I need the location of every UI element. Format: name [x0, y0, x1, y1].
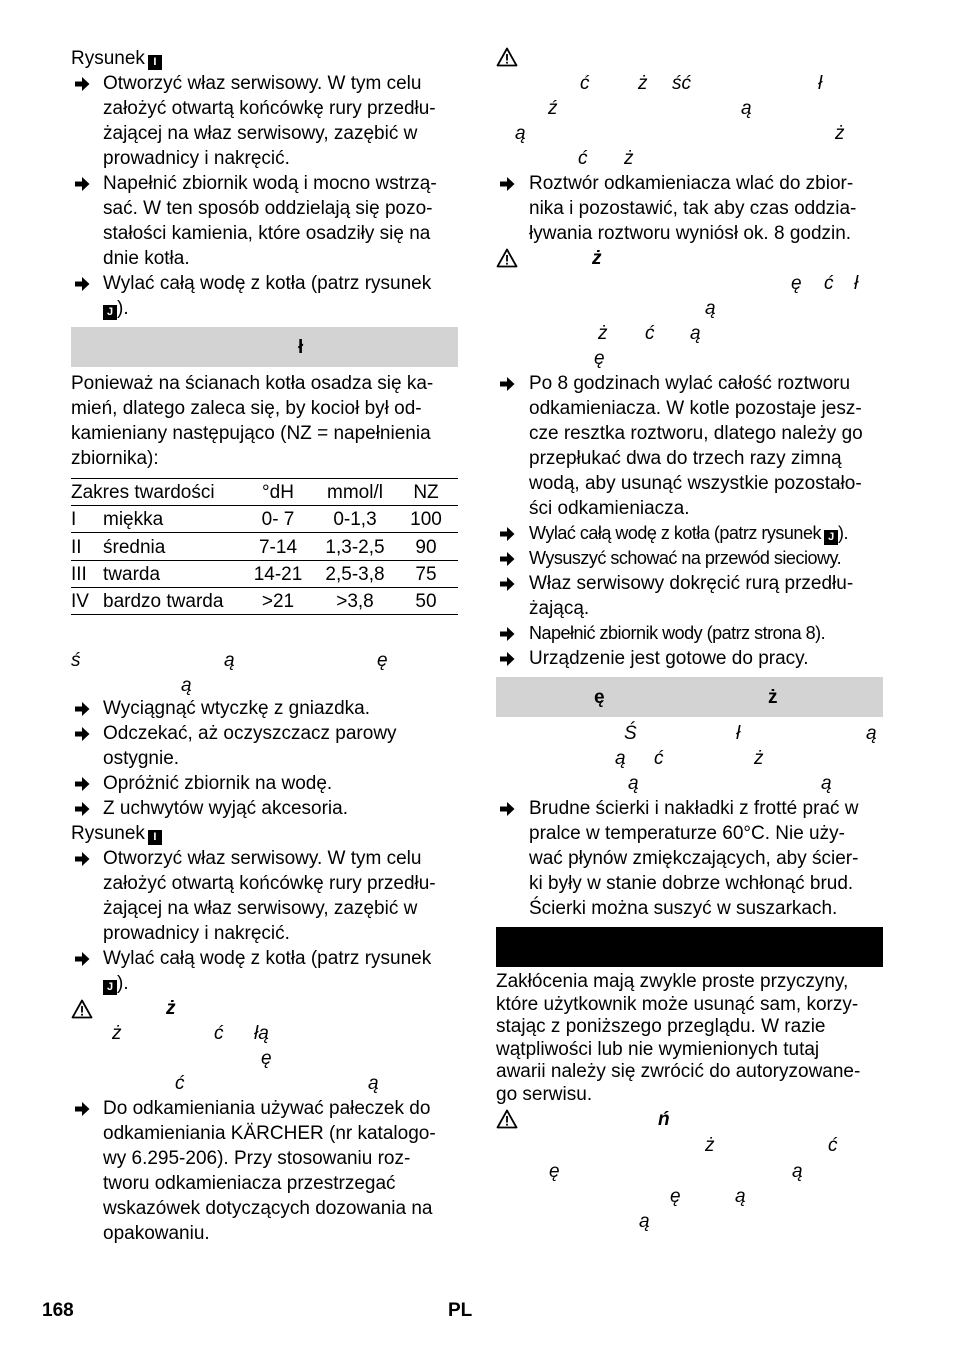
arrow-icon: [73, 725, 91, 743]
arrow-icon: [498, 650, 516, 668]
figure-box-j: J: [103, 305, 117, 320]
step-fill-tank: Napełnić zbiornik wody (patrz strona 8).: [529, 623, 826, 643]
table-header-dh: °dH: [262, 482, 294, 503]
figure-box-i: I: [148, 55, 162, 70]
arrow-icon: [73, 700, 91, 718]
figure-ref: [71, 46, 162, 71]
arrow-icon: [498, 175, 516, 193]
arrow-icon: [73, 950, 91, 968]
step-wait-cool: Odczekać, aż oczyszczacz parowy ostygnie.: [103, 723, 397, 769]
step-remove-accessories: Z uchwytów wyjąć akcesoria.: [103, 798, 348, 819]
step-fill-shake: Napełnić zbiornik wodą i mocno wstrzą- sać. W ten sposób oddzielają się pozo- stałości kamienia, które osadziły się na dnie kotła.: [103, 173, 437, 269]
arrow-icon: [498, 375, 516, 393]
step-after-8h: Po 8 godzinach wylać całość roztworu odkamieniacza. W kotle pozostaje jesz- cze resztka roztworu, dlatego należy go przepłukać dwa do trzech razy zimną wodą, aby usunąć wszystkie pozostało- ści odkamieniacza.: [529, 373, 863, 519]
warning-icon: [496, 248, 518, 268]
figure-label: Rysunek: [71, 48, 145, 69]
warning-icon: [71, 999, 93, 1019]
step-empty-tank: Opróżnić zbiornik na wodę.: [103, 773, 333, 794]
step-tighten: Właz serwisowy dokręcić rurą przedłu- żającą.: [529, 573, 854, 619]
chapter-header-bar: [496, 927, 883, 967]
step-pour-out-1: Wylać całą wodę z kotła (patrz rysunek J ).: [103, 273, 432, 319]
page-number: 168: [42, 1300, 74, 1321]
figure-ref: Rysunek I: [71, 821, 162, 846]
descaling-intro: Ponieważ na ścianach kotła osadza się ka- mień, dlatego zaleca się, by kocioł był od- kamieniany następująco (NZ = napełnienia zbiornika):: [71, 373, 434, 469]
step-open-service-2: Otworzyć właz serwisowy. W tym celu założyć otwartą końcówkę rury przedłu- żającej na właz serwisowy, zazębić w prowadnicy i nakręcić.: [103, 848, 436, 944]
table-header-mmol: mmol/l: [327, 482, 383, 503]
arrow-icon: [73, 75, 91, 93]
step-pour-all: Wylać całą wodę z kotła (patrz rysunek J ).: [529, 523, 848, 543]
arrow-icon: [498, 525, 516, 543]
arrow-icon: [73, 800, 91, 818]
step-ready: Urządzenie jest gotowe do pracy.: [529, 648, 809, 669]
step-dry-store: Wysuszyć schować na przewód sieciowy.: [529, 548, 842, 568]
step-pour-out-2: Wylać całą wodę z kotła (patrz rysunek J ).: [103, 948, 432, 994]
warning-icon: [496, 47, 518, 67]
warning-icon: [496, 1109, 518, 1129]
arrow-icon: [498, 625, 516, 643]
figure-box-i: I: [148, 830, 162, 845]
arrow-icon: [73, 1100, 91, 1118]
arrow-icon: [498, 800, 516, 818]
arrow-icon: [73, 775, 91, 793]
arrow-icon: [73, 850, 91, 868]
arrow-icon: [498, 575, 516, 593]
arrow-icon: [498, 550, 516, 568]
step-descale-sticks: Do odkamieniania używać pałeczek do odkamieniania KÄRCHER (nr katalogo- wy 6.295-206). Przy stosowaniu roz- tworu odkamieniacza przestrzegać wskazówek dotyczących dozowania na opakowaniu.: [103, 1098, 436, 1244]
section-header-bar: [496, 677, 883, 717]
section-header-text: ż: [768, 687, 778, 708]
table-header-range: Zakres twardości: [71, 482, 215, 503]
language-code: PL: [448, 1300, 473, 1321]
step-wash-cloths: Brudne ścierki i nakładki z frotté prać w pralce w temperaturze 60°C. Nie uży- wać płynów zmiękczających, aby ścier- ki były w stanie dobrze wchłonąć brud. Ścierki można suszyć w suszarkach.: [529, 798, 859, 919]
section-header-text: ę: [594, 687, 605, 708]
step-pour-solution: Roztwór odkamieniacza wlać do zbior- nika i pozostawić, tak aby czas oddzia- ływania roztworu wyniósł ok. 8 godzin.: [529, 173, 857, 244]
step-unplug: Wyciągnąć wtyczkę z gniazdka.: [103, 698, 370, 719]
table-header-nz: NZ: [413, 482, 439, 503]
step-open-service-1: Otworzyć właz serwisowy. W tym celu założyć otwartą końcówkę rury przedłu- żającej na właz serwisowy, zazębić w prowadnicy i nakręcić.: [103, 73, 436, 169]
arrow-icon: [73, 275, 91, 293]
figure-box-j: J: [103, 980, 117, 995]
figure-box-j: J: [824, 530, 838, 545]
arrow-icon: [73, 175, 91, 193]
section-header-bar: [71, 327, 458, 367]
section-header-text: ł: [298, 337, 304, 358]
faults-intro: Zakłócenia mają zwykle proste przyczyny, które użytkownik może usunąć sam, korzy- stając z poniższego przeglądu. W razie wątpliwości lub nie wymienionych tutaj awarii należy się zwrócić do autoryzowane- go serwisu.: [496, 971, 861, 1105]
